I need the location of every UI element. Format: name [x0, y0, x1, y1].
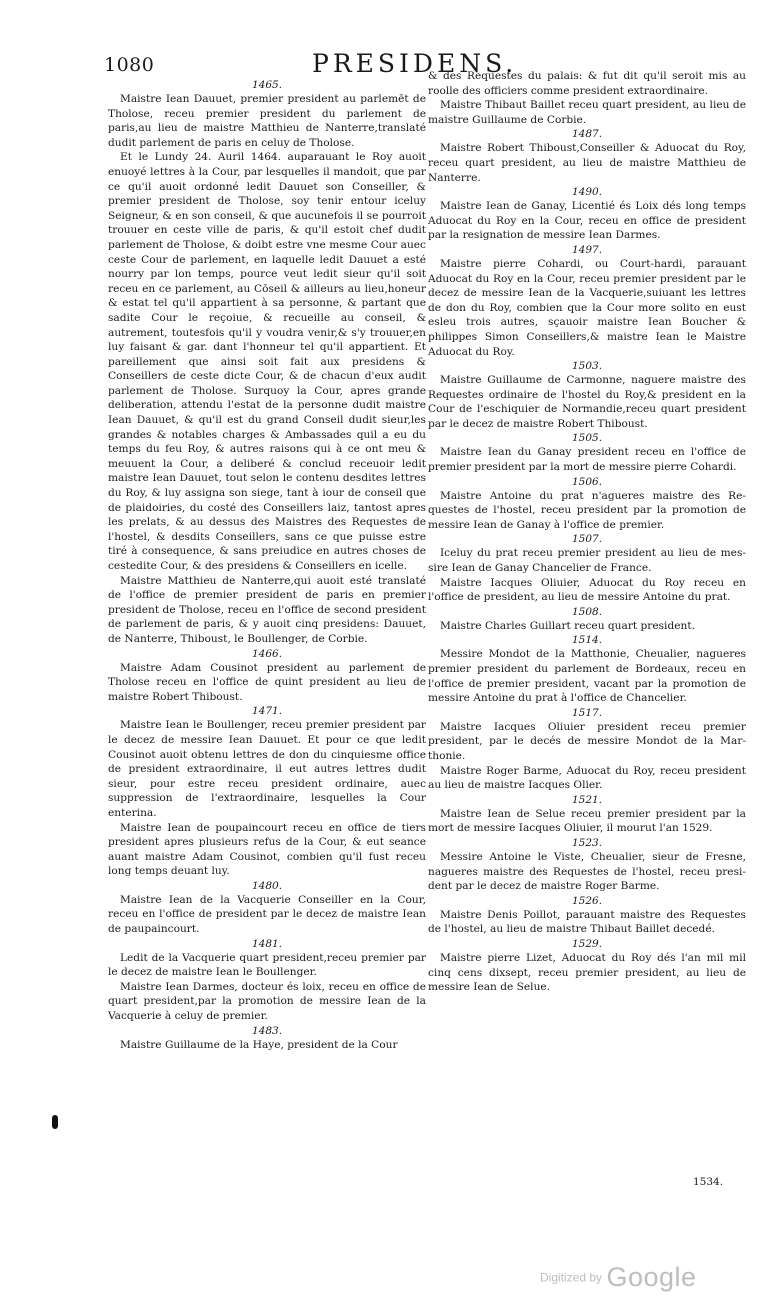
year-heading: 1465. [251, 79, 283, 91]
year-heading: 1514. [571, 634, 603, 647]
entry-paragraph: Maistre Adam Cousinot president au parlement de Tholose receu en l'office de quint president au lieu de maistre Robert Thiboust. [108, 661, 426, 703]
entry-paragraph: Maistre Iean de Selue receu premier president par la mort de messire Iacques Oliuier, il mourut l'an 1529. [428, 807, 746, 835]
entry-paragraph: Messire Mondot de la Matthonie, Cheualier, nagueres premier president du parlement de Bordeaux, receu en l'office de premier president, vacant par la promotion de messire Antoine du prat à l'office de Chancelier. [428, 648, 746, 705]
entry-paragraph: & des Requestes du palais: & fut dit qu'il seroit mis au roolle des officiers comme president extraordinaire. [428, 70, 746, 97]
entry-paragraph: Maistre pierre Lizet, Aduocat du Roy dés l'an mil mil cinq cens dixsept, receu premier president, au lieu de messire Iean de Selue. [428, 951, 746, 994]
entry-paragraph: Maistre Roger Barme, Aduocat du Roy, receu president au lieu de maistre Iacques Olier. [428, 764, 746, 792]
entry-paragraph: Maistre Iacques Oliuier, Aduocat du Roy receu en l'office de president, au lieu de messire Antoine du prat. [428, 576, 746, 604]
year-heading: 1521. [571, 793, 603, 806]
year-heading: 1503. [571, 360, 603, 373]
entry-paragraph: Maistre Antoine du prat n'agueres maistre des Requestes de l'hostel, receu president par la promotion de messire Iean de Ganay à l'office de premier. [428, 489, 746, 531]
year-heading: 1526. [571, 894, 603, 907]
entry-paragraph: Maistre Denis Poillot, parauant maistre des Requestes de l'hostel, au lieu de maistre Thibaut Baillet decedé. [428, 908, 746, 936]
year-heading: 1466. [251, 647, 283, 660]
digitized-by-google-watermark [540, 1262, 697, 1293]
entry-paragraph: Maistre pierre Cohardi, ou Court-hardi, parauant Aduocat du Roy en la Cour, receu premier president par le decez de messire Iean de la Vacquerie,suiuant les lettres de don du Roy, combien que la Cour more solito en eust esleu trois autres, sçauoir maistre Iean Boucher & philippes Simon Conseillers,& maistre Iean le Maistre Aduocat du Roy. [428, 257, 746, 358]
running-head: PRESIDENS. [312, 49, 518, 78]
entry-paragraph: Maistre Iean de la Vacquerie Conseiller en la Cour, receu en l'office de president par le decez de maistre Iean de paupaincourt. [108, 893, 426, 936]
entry-paragraph: Messire Antoine le Viste, Cheualier, sieur de Fresne, nagueres maistre des Requestes de l'hostel, receu president par le decez de maistre Roger Barme. [428, 850, 746, 893]
entry-paragraph: Maistre Iacques Oliuier president receu premier president, par le decés de messire Mondot de la Marthonie. [428, 720, 746, 762]
year-heading: 1529. [571, 937, 603, 950]
right-column [428, 69, 746, 995]
left-column [108, 78, 426, 1052]
entry-paragraph: Maistre Iean de Ganay, Licentié és Loix dés long temps Aduocat du Roy en la Cour, receu en office de president par la resignation de messire Iean Darmes. [428, 200, 746, 242]
entry-paragraph: Maistre Charles Guillart receu quart president. [440, 619, 695, 632]
ink-blot [52, 1115, 58, 1129]
year-heading: 1505. [571, 432, 603, 445]
year-heading: 1523. [571, 836, 603, 849]
year-heading: 1480. [251, 879, 283, 892]
watermark-prefix: Digitized by [540, 1270, 603, 1285]
year-heading: 1471. [251, 705, 283, 718]
catchword: 1534. [693, 1176, 724, 1188]
google-logo: Google [606, 1262, 697, 1292]
year-heading: 1508. [571, 605, 603, 618]
entry-paragraph: Ledit de la Vacquerie quart president,receu premier par le decez de maistre Iean le Boullenger. [108, 951, 426, 979]
entry-paragraph: Iceluy du prat receu premier president au lieu de messire Iean de Ganay Chancelier de France. [428, 547, 746, 575]
entry-paragraph: Maistre Guillaume de la Haye, president de la Cour [120, 1038, 398, 1051]
year-heading: 1507. [571, 533, 603, 546]
year-heading: 1517. [571, 706, 603, 719]
entry-paragraph: Maistre Iean de poupaincourt receu en office de tiers president apres plusieurs refus de la Cour, & eut seance auant maistre Adam Cousinot, combien qu'il fust receu long temps deuant luy. [108, 821, 426, 878]
year-heading: 1487. [571, 128, 603, 141]
entry-paragraph: Maistre Thibaut Baillet receu quart president, au lieu de maistre Guillaume de Corbie. [428, 99, 746, 126]
entry-paragraph: Maistre Iean Dauuet, premier president au parlemēt de Tholose, receu premier president du parlement de paris,au lieu de maistre Matthieu de Nanterre,translaté dudit parlement de paris en celuy de Tholose. [108, 93, 426, 149]
entry-paragraph: Maistre Robert Thiboust,Conseiller & Aduocat du Roy, receu quart president, au lieu de maistre Matthieu de Nanterre. [428, 142, 746, 184]
year-heading: 1483. [251, 1024, 283, 1037]
entry-paragraph: Maistre Matthieu de Nanterre,qui auoit esté translaté de l'office de premier president de paris en premier president de Tholose, receu en l'office de second president de parlement de paris, & y auoit cinq presidens: Dauuet, de Nanterre, Thiboust, le Boullenger, de Corbie. [108, 574, 426, 645]
entry-paragraph: Maistre Guillaume de Carmonne, naguere maistre des Requestes ordinaire de l'hostel du Roy,& president en la Cour de l'eschiquier de Normandie,receu quart president par le decez de maistre Robert Thiboust. [428, 374, 746, 430]
year-heading: 1490. [571, 186, 603, 199]
entry-paragraph: Maistre Iean le Boullenger, receu premier president par le decez de messire Iean Dauuet. Et pour ce que ledit Cousinot auoit obtenu lettres de don du cinquiesme office de president extraordinaire, il eut autres lettres dudit sieur, pour estre receu president ordinaire, auec suppression de l'extraordinaire, lesquelles la Cour enterina. [108, 719, 426, 819]
entry-paragraph: Et le Lundy 24. Auril 1464. auparauant le Roy auoit enuoyé lettres à la Cour, par lesquelles il mandoit, que par ce qu'il auoit ordonné ledit Dauuet son Conseiller, & premier president de Tholose, soy tenir entour iceluy Seigneur, & en son conseil, & que aucunefois il se pourroit trouuer en ceste ville de paris, & qu'il estoit chef dudit parlement de Tholose, & doibt estre vne mesme Cour auec ceste Cour de parlement, en laquelle ledit Dauuet a esté nourry par lon temps, pource veut ledit sieur qu'il soit receu en ce parlement, au Cōseil & ailleurs au lieu,honeur & estat tel qu'il appartient à sa personne, & partant que sadite Cour le reçoiue, & recueille au conseil, & autrement, toutesfois qu'il y voudra venir,& s'y trouuer,en luy faisant & gar. dant l'honneur tel qu'il appartient. Et pareillement que ainsi soit fait aux presidens & Conseillers de ceste dicte Cour, & de chacun d'eux audit parlement de Tholose. Surquoy la Cour, apres grande deliberation, attendu l'estat de la personne dudit maistre Iean Dauuet, & qu'il est du grand Conseil dudit sieur,les grandes & notables charges & Ambassades quil a eu du temps du feu Roy, & autres raisons qui à ce ont meu & meuuent la Cour, a deliberé & conclud receuoir ledit maistre Iean Dauuet, tout selon le contenu desdites lettres du Roy, & luy assigna son siege, tant à iour de conseil que de plaidoiries, du costé des Conseillers laiz, tantost apres les prelats, & au dessus des Maistres des Requestes de l'hostel, & desdits Conseillers, sans ce que puisse estre tiré à consequence, & sans preiudice en autres choses de cestedite Cour, & des presidens & Conseillers en icelle. [108, 151, 426, 572]
year-heading: 1481. [251, 937, 283, 950]
year-heading: 1497. [571, 243, 603, 256]
entry-paragraph: Maistre Iean du Ganay president receu en l'office de premier president par la mort de messire pierre Cohardi. [428, 446, 746, 474]
page-number: 1080 [104, 54, 155, 76]
entry-paragraph: Maistre Iean Darmes, docteur és loix, receu en office de quart president,par la promotion de messire Iean de la Vacquerie à celuy de premier. [108, 980, 426, 1023]
year-heading: 1506. [571, 475, 603, 488]
